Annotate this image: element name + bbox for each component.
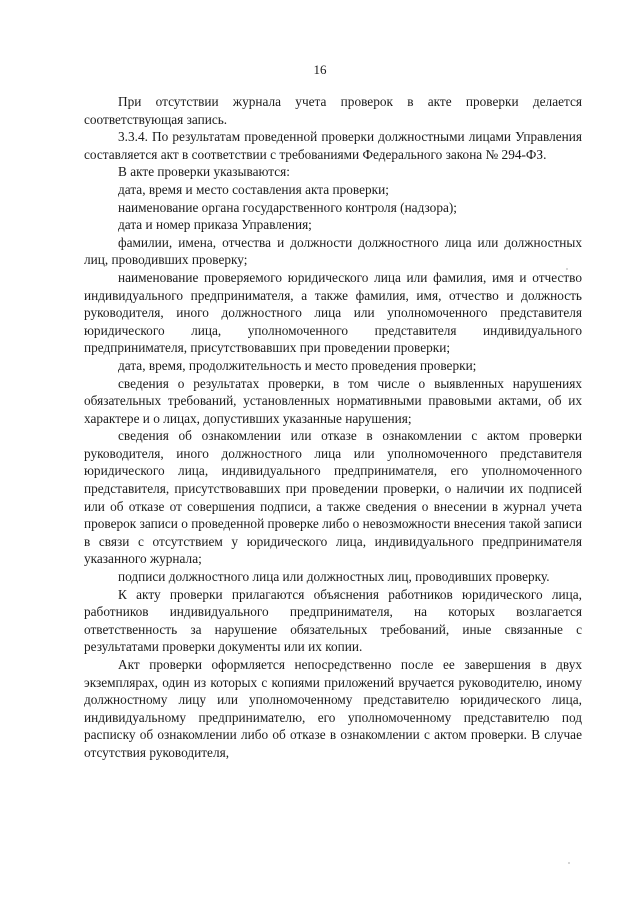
scan-speck	[568, 862, 570, 864]
document-body	[84, 93, 582, 762]
list-item-signatures: подписи должностного лица или должностных лиц, проводивших проверку.	[118, 569, 550, 585]
list-item-inspected-entity: наименование проверяемого юридического лица или фамилия, имя и отчество индивидуального предпринимателя, а также фамилия, имя, отчество и должность руководителя, иного должностного лица или уполномоченного представителя юридического лица, уполномоченного представителя индивидуального предпринимателя, присутствовавших при проведении проверки;	[84, 269, 582, 356]
page-number: 16	[313, 62, 327, 77]
list-item-acquaintance-info: сведения об ознакомлении или отказе в ознакомлении с актом проверки руководителя, иного должностного лица или уполномоченного представителя юридического лица, индивидуального предпринимателя, его уполномоченного представителя, присутствовавших при проведении проверки, о наличии их подписей или об отказе от совершения подписи, а также сведения о внесении в журнал учета проверок записи о проведенной проверке либо о невозможности внесения такой записи в связи с отсутствием у юридического лица, индивидуального предпринимателя указанного журнала;	[84, 428, 582, 567]
paragraph-act-execution: Акт проверки оформляется непосредственно после ее завершения в двух экземплярах, один из которых с копиями приложений вручается руководителю, иному должностному лицу или уполномоченному представителю юридического лица, индивидуальному предпринимателю, его уполномоченному представителю под расписку об ознакомлении либо об отказе в ознакомлении с актом проверки. В случае отсутствия руководителя,	[84, 657, 582, 760]
paragraph-3-3-4: 3.3.4. По результатам проведенной проверки должностными лицами Управления составляется акт в соответствии с требованиями Федерального закона № 294-ФЗ.	[84, 129, 582, 162]
list-item-order-date-number: дата и номер приказа Управления;	[118, 217, 312, 233]
list-item-inspectors: фамилии, имена, отчества и должности должностного лица или должностных лиц, проводивших проверку;	[84, 234, 582, 268]
list-item-inspection-results: сведения о результатах проверки, в том числе о выявленных нарушениях обязательных требований, установленных нормативными правовыми актами, об их характере и о лицах, допустивших указанные нарушения;	[84, 375, 582, 426]
list-item-act-date-place: дата, время и место составления акта проверки;	[118, 181, 389, 197]
paragraph-no-journal-record: При отсутствии журнала учета проверок в акте проверки делается соответствующая запись.	[84, 94, 582, 127]
paragraph-attachments: К акту проверки прилагаются объяснения работников юридического лица, работников индивидуального предпринимателя, на которых возлагается ответственность за нарушение обязательных требований, иные связанные с результатами проверки документы или их копии.	[84, 586, 582, 655]
list-item-inspection-time-place: дата, время, продолжительность и место проведения проверки;	[118, 357, 477, 373]
list-item-control-authority: наименование органа государственного контроля (надзора);	[118, 199, 458, 215]
paragraph-act-contents-intro: В акте проверки указываются:	[118, 164, 290, 180]
scan-speck	[566, 268, 568, 270]
